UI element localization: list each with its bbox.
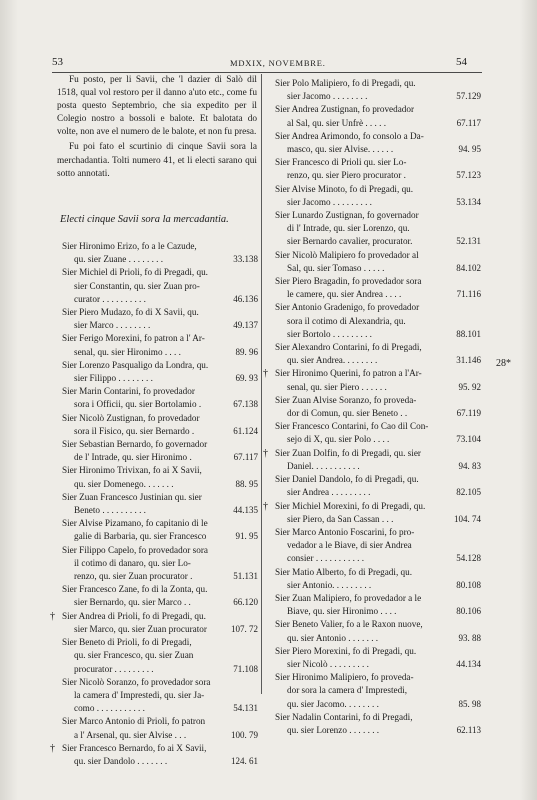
candidate-line: Sier Zuan Malipiero, fo provedador a le (275, 592, 422, 603)
candidate-entry (52, 583, 258, 609)
candidate-line: Sier Andrea di Prioli, fo di Pregadi, qu. (62, 610, 206, 621)
candidate-entry (52, 359, 258, 385)
vote-count: 100. 79 (231, 729, 258, 740)
candidate-line: Sier Piero Mudazo, fo di X Savii, qu. (62, 307, 199, 318)
candidate-line: il cotimo di danaro, qu. sier Lo- (74, 557, 191, 568)
candidate-entry (265, 618, 481, 644)
candidate-line: qu. sier Francesco, qu. sier Zuan (74, 650, 194, 661)
candidate-line: Sier Zuan Dolfin, fo di Pregadi, qu. sier (275, 447, 421, 458)
dagger-mark: † (263, 368, 268, 380)
candidate-line: sora il Fisico, qu. sier Bernardo . (74, 425, 195, 436)
candidate-line: al Sal, qu. sier Unfrè . . . . . (287, 117, 386, 128)
candidate-line: Sier Polo Malipiero, fo di Pregadi, qu. (275, 78, 416, 88)
candidate-line: sier Andrea . . . . . . . . . (287, 487, 371, 498)
vote-count: 57.129 (456, 91, 481, 102)
candidate-line: Sier Michiel Morexini, fo di Pregadi, qu. (275, 500, 426, 511)
candidate-line: sier Bernardo cavalier, procurator. (287, 236, 413, 247)
candidate-entry (52, 240, 258, 266)
candidate-entry (265, 592, 481, 618)
candidate-line: procurator . . . . . . . . . (74, 663, 154, 674)
candidate-entry (265, 526, 481, 566)
candidate-line: Daniel. . . . . . . . . . . (287, 460, 360, 471)
candidate-entry (265, 301, 481, 341)
candidate-entry (52, 544, 258, 584)
candidate-line: senal, qu. sier Hironimo . . . . (74, 346, 181, 357)
candidate-line: di l' Intrade, qu. sier Lorenzo, qu. (287, 223, 410, 234)
candidate-line: dor sora la camera d' Imprestedi, (287, 685, 408, 696)
candidate-line: qu. sier Zuane . . . . . . . . (74, 254, 164, 265)
candidate-line: Sier Marin Contarini, fo provedador (62, 386, 195, 397)
candidate-entry (265, 156, 481, 182)
intro-text (57, 74, 257, 183)
candidate-entry (265, 645, 481, 671)
vote-count: 69. 93 (235, 373, 258, 384)
candidate-line: sier Antonio. . . . . . . . . (287, 579, 372, 590)
candidate-line: sier Jacomo . . . . . . . . (287, 91, 368, 102)
vote-count: 93. 88 (458, 632, 481, 643)
vote-count: 88. 95 (235, 478, 258, 489)
candidate-line: Sier Hironimo Erizo, fo a le Cazude, (62, 241, 197, 251)
candidate-entry (52, 412, 258, 438)
candidate-line: Sier Alvise Pizamano, fo capitanio di le (62, 518, 208, 529)
vote-count: 67.119 (456, 408, 481, 419)
candidate-line: qu. sier Jacomo. . . . . . . . (287, 698, 379, 709)
vote-count: 71.116 (456, 289, 481, 300)
candidate-line: qu. sier Domenego. . . . . . . (74, 478, 174, 489)
candidate-entry (265, 367, 481, 393)
candidate-entry (52, 464, 258, 490)
candidate-line: le camere, qu. sier Andrea . . . . (287, 289, 402, 300)
candidate-line: como . . . . . . . . . . . (74, 703, 145, 714)
candidate-entry (265, 447, 481, 473)
candidate-entry (52, 491, 258, 517)
candidate-line: Sier Marco Antonio di Prioli, fo patron (62, 716, 206, 727)
candidate-entry (265, 183, 481, 209)
candidate-line: a l' Arsenal, qu. sier Alvise . . . (74, 729, 187, 740)
candidate-entry (52, 306, 258, 332)
dagger-mark: † (263, 500, 268, 512)
vote-count: 80.108 (456, 579, 481, 590)
candidate-line: Sier Hironimo Trivixan, fo ai X Savii, (62, 465, 202, 476)
vote-count: 82.105 (456, 487, 481, 498)
vote-count: 33.138 (233, 254, 258, 265)
candidate-line: Sier Hironimo Malipiero, fo proveda- (275, 672, 414, 683)
candidate-line: sejo di X, qu. sier Polo . . . . (287, 434, 390, 445)
header-rule (52, 72, 482, 73)
candidate-line: Sier Nicolò Soranzo, fo provedador sora (62, 676, 211, 687)
candidate-line: renzo, qu. sier Zuan procurator . (74, 571, 193, 582)
margin-note: 28* (496, 358, 511, 369)
candidate-line: sier Filippo . . . . . . . . (74, 373, 153, 384)
candidate-entry (52, 517, 258, 543)
vote-count: 62.113 (456, 724, 481, 735)
candidate-line: Sier Piero Bragadin, fo provedador sora (275, 276, 422, 287)
candidate-entry (265, 420, 481, 446)
candidate-line: sora i Officii, qu. sier Bortolamio . (74, 399, 202, 410)
candidate-line: vedador a le Biave, di sier Andrea (287, 540, 412, 551)
candidate-line: Sier Francesco di Prioli qu. sier Lo- (275, 157, 407, 168)
candidate-line: Beneto . . . . . . . . . . (74, 505, 146, 516)
vote-count: 104. 74 (454, 513, 481, 524)
candidate-line: renzo, qu. sier Piero procurator . (287, 170, 406, 181)
candidate-line: Sier Beneto Valier, fo a le Raxon nuove, (275, 619, 423, 630)
candidate-line: Sier Antonio Gradenigo, fo provedador (275, 302, 420, 313)
candidate-line: Sier Andrea Arimondo, fo consolo a Da- (275, 130, 424, 141)
candidate-line: sier Marco . . . . . . . . (74, 320, 151, 331)
vote-count: 73.104 (456, 434, 481, 445)
vote-count: 44.135 (233, 505, 258, 516)
candidate-entry (265, 77, 481, 103)
vote-count: 52.131 (456, 236, 481, 247)
candidate-line: la camera d' Imprestedi, qu. sier Ja- (74, 689, 205, 700)
candidate-line: galie di Barbaria, qu. sier Francesco (74, 531, 207, 542)
page-number-left: 53 (52, 56, 63, 68)
vote-count: 88.101 (456, 328, 481, 339)
candidate-line: qu. sier Antonio . . . . . . . (287, 632, 379, 643)
candidate-entry (52, 636, 258, 676)
candidate-entry (52, 332, 258, 358)
candidate-line: Sier Ferigo Morexini, fo patron a l' Ar- (62, 333, 205, 344)
column-separator (261, 74, 262, 694)
candidate-line: sier Nicolò . . . . . . . . . (287, 658, 369, 669)
vote-count: 85. 98 (458, 698, 481, 709)
candidate-line: Sier Piero Morexini, fo di Pregadi, qu. (275, 645, 417, 656)
candidate-entry (265, 341, 481, 367)
dagger-mark: † (50, 610, 55, 622)
candidate-line: Sier Daniel Dandolo, fo di Pregadi, qu. (275, 474, 419, 485)
candidate-line: qu. sier Andrea. . . . . . . . (287, 355, 378, 366)
candidate-entry (265, 209, 481, 249)
candidate-line: Sier Zuan Francesco Justinian qu. sier (62, 491, 202, 502)
dagger-mark: † (50, 742, 55, 754)
vote-count: 84.102 (456, 262, 481, 273)
candidate-entry (265, 500, 481, 526)
candidate-entry (52, 385, 258, 411)
candidate-line: sier Piero, da San Cassan . . . (287, 513, 394, 524)
candidate-line: qu. sier Dandolo . . . . . . . (74, 755, 168, 766)
candidate-line: Sier Marco Antonio Foscarini, fo pro- (275, 526, 415, 537)
vote-count: 66.120 (233, 597, 258, 608)
vote-count: 71.108 (233, 663, 258, 674)
candidate-entry (265, 130, 481, 156)
candidate-line: Sier Filippo Capelo, fo provedador sora (62, 544, 208, 555)
candidate-entry (265, 473, 481, 499)
vote-count: 44.134 (456, 658, 481, 669)
candidate-entry (265, 671, 481, 711)
vote-count: 80.106 (456, 606, 481, 617)
vote-count: 53.134 (456, 196, 481, 207)
candidate-line: sier Bortolo . . . . . . . . . (287, 328, 372, 339)
candidate-entry (52, 715, 258, 741)
candidate-line: Sier Nicolò Malipiero fo provedador al (275, 249, 419, 260)
candidate-entry (52, 610, 258, 636)
candidate-entry (265, 275, 481, 301)
candidate-line: sora il cotimo di Alexandria, qu. (287, 315, 406, 326)
candidate-entry (265, 566, 481, 592)
vote-count: 49.137 (233, 320, 258, 331)
candidate-line: Sier Francesco Bernardo, fo ai X Savii, (62, 742, 207, 753)
candidate-line: consier . . . . . . . . . . . (287, 553, 365, 564)
candidate-line: Sier Beneto di Prioli, fo di Pregadi, (62, 637, 192, 648)
candidate-entry (265, 249, 481, 275)
candidate-line: de l' Intrade, qu. sier Hironimo . (74, 452, 192, 463)
vote-count: 94. 83 (458, 460, 481, 471)
candidate-entry (265, 103, 481, 129)
candidate-line: curator . . . . . . . . . . (74, 293, 146, 304)
candidate-line: Biave, qu. sier Hironimo . . . . (287, 606, 397, 617)
candidate-line: sier Constantin, qu. sier Zuan pro- (74, 280, 200, 291)
vote-count: 89. 96 (235, 346, 258, 357)
vote-count: 67.138 (233, 399, 258, 410)
vote-count: 91. 95 (235, 531, 258, 542)
candidate-entry (265, 394, 481, 420)
candidate-line: Sal, qu. sier Tomaso . . . . . (287, 262, 385, 273)
vote-count: 31.146 (456, 355, 481, 366)
vote-count: 107. 72 (231, 623, 258, 634)
section-title: Electi cinque Savii sora la mercadantia. (60, 214, 229, 225)
candidate-line: Sier Hironimo Querini, fo patron a l'Ar- (275, 368, 422, 379)
right-column (265, 77, 481, 737)
intro-paragraph: Fu poi fato el scurtinio di cinque Savii sora la merchadantia. Tolti numero 41, et li electi sarano qui sotto annotati. (57, 142, 257, 179)
vote-count: 67.117 (456, 117, 481, 128)
candidate-line: dor di Comun, qu. sier Beneto . . (287, 408, 408, 419)
candidate-line: sier Jacomo . . . . . . . . . (287, 196, 372, 207)
vote-count: 61.124 (233, 425, 258, 436)
candidate-line: Sier Lorenzo Pasqualigo da Londra, qu. (62, 359, 209, 370)
candidate-line: Sier Francesco Zane, fo di la Zonta, qu. (62, 584, 208, 595)
vote-count: 54.131 (233, 703, 258, 714)
vote-count: 67.117 (233, 452, 258, 463)
candidate-line: senal, qu. sier Piero . . . . . . (287, 381, 387, 392)
vote-count: 94. 95 (458, 144, 481, 155)
candidate-line: Sier Michiel di Prioli, fo di Pregadi, qu. (62, 267, 208, 278)
candidate-line: Sier Zuan Alvise Soranzo, fo proveda- (275, 394, 417, 405)
candidate-line: sier Marco, qu. sier Zuan procurator (74, 623, 207, 634)
candidate-entry (265, 711, 481, 737)
candidate-line: Sier Matio Alberto, fo di Pregadi, qu. (275, 566, 413, 577)
candidate-line: sier Bernardo, qu. sier Marco . . (74, 597, 191, 608)
candidate-line: masco, qu. sier Alvise. . . . . . (287, 144, 394, 155)
vote-count: 46.136 (233, 293, 258, 304)
candidate-line: Sier Sebastian Bernardo, fo governador (62, 439, 208, 450)
candidate-entry (52, 742, 258, 768)
candidate-line: Sier Alvise Minoto, fo di Pregadi, qu. (275, 183, 414, 194)
candidate-line: Sier Andrea Zustignan, fo provedador (275, 104, 415, 115)
candidate-line: Sier Nadalin Contarini, fo di Pregadi, (275, 711, 413, 722)
candidate-line: Sier Nicolò Zustignan, fo provedador (62, 412, 200, 423)
left-column (52, 240, 258, 768)
vote-count: 54.128 (456, 553, 481, 564)
page-number-right: 54 (456, 56, 467, 68)
candidate-line: Sier Lunardo Zustignan, fo governador (275, 210, 419, 221)
candidate-line: Sier Alexandro Contarini, fo di Pregadi, (275, 342, 422, 353)
candidate-entry (52, 438, 258, 464)
running-head: MDXIX, NOVEMBRE. (230, 58, 326, 68)
vote-count: 57.123 (456, 170, 481, 181)
candidate-entry (52, 266, 258, 306)
candidate-entry (52, 676, 258, 716)
vote-count: 124. 61 (231, 755, 258, 766)
intro-paragraph: Fu posto, per li Savii, che 'l dazier di Salò dil 1518, qual vol restoro per il danno a'uto etc., come fu posta questo Septembrio, che sia expedito per il Colegio nostro a bossoli e balote. Et balotata do volte, non ave el numero de le balote, et non fu presa. (57, 75, 257, 138)
vote-count: 51.131 (233, 571, 258, 582)
vote-count: 95. 92 (458, 381, 481, 392)
dagger-mark: † (263, 447, 268, 459)
candidate-line: qu. sier Lorenzo . . . . . . . (287, 724, 380, 735)
candidate-line: Sier Francesco Contarini, fo Cao dil Con- (275, 421, 429, 432)
